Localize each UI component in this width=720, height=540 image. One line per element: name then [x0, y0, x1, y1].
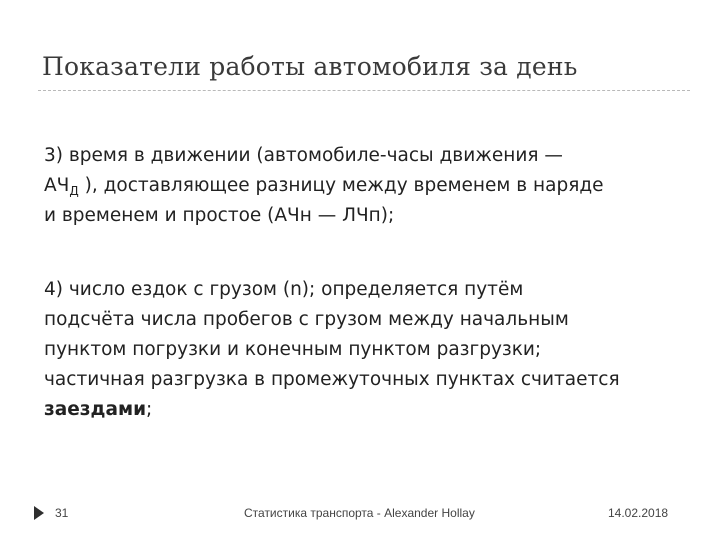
triangle-right-icon [34, 506, 44, 520]
paragraph-line: 4) число ездок с грузом (n); определяется путём [44, 279, 524, 300]
paragraph-line: и временем и простое (АЧн — ЛЧп); [44, 205, 395, 226]
slide-footer [0, 503, 720, 523]
title-divider [38, 90, 690, 91]
bold-term: заездами [44, 399, 147, 420]
paragraph-line [44, 171, 694, 201]
paragraph-line: 3) время в движении (автомобиле-часы движения — [44, 145, 563, 166]
paragraph-text: ), доставляющее разницу между временем в наряде [78, 175, 604, 196]
paragraph-text: ; [146, 399, 153, 420]
paragraph-line: частичная разгрузка в промежуточных пунктах считается [44, 369, 620, 390]
page-number: 31 [55, 506, 69, 520]
paragraph-line: пунктом погрузки и конечным пунктом разгрузки; [44, 339, 542, 360]
paragraph-travel-time [44, 141, 694, 231]
subscript-d: Д [69, 184, 79, 198]
paragraph-trips-count [44, 275, 694, 425]
ach-label: АЧ [44, 175, 70, 196]
paragraph-line: подсчёта числа пробегов с грузом между начальным [44, 309, 569, 330]
paragraph-line [44, 395, 694, 425]
footer-date: 14.02.2018 [608, 506, 669, 520]
footer-title: Статистика транспорта - Alexander Hollay [244, 506, 475, 520]
slide-title: Показатели работы автомобиля за день [42, 52, 578, 81]
